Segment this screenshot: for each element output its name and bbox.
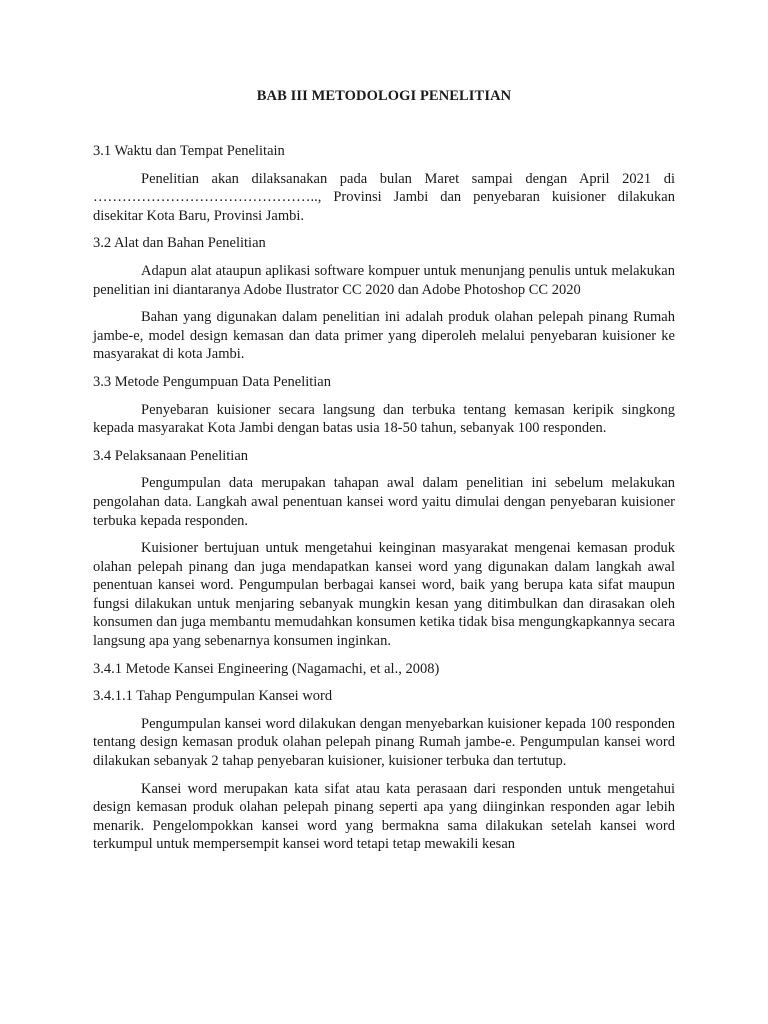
section-heading: 3.3 Metode Pengumpuan Data Penelitian [93, 373, 331, 390]
paragraph: Kuisioner bertujuan untuk mengetahui keinginan masyarakat mengenai kemasan produk olahan pelepah pinang dan juga mendapatkan kansei word yang digunakan dalam langkah awal penentuan kansei word. Pengumpulan berbagai kansei word, baik yang berupa kata sifat maupun fungsi dilakukan untuk menjaring sebanyak mungkin kesan yang ditimbulkan dan dirasakan oleh konsumen dan juga membantu memudahkan konsumen ketika tidak bisa mengungkapkannya secara langsung apa yang sebenarnya konsumen inginkan. [93, 540, 675, 650]
paragraph: Bahan yang digunakan dalam penelitian ini adalah produk olahan pelepah pinang Rumah jambe-e, model design kemasan dan data primer yang diperoleh melalui penyebaran kuisioner ke masyarakat di kota Jambi. [93, 309, 675, 363]
paragraph: Kansei word merupakan kata sifat atau kata perasaan dari responden untuk mengetahui design kemasan produk olahan pelepah pinang seperti apa yang diinginkan responden agar lebih menarik. Pengelompokkan kansei word yang bermakna sama dilakukan setelah kansei word terkumpul untuk mempersempit kansei word tetapi tetap mewakili kesan [93, 780, 675, 853]
section-heading: 3.1 Waktu dan Tempat Penelitain [93, 143, 285, 159]
paragraph: Pengumpulan kansei word dilakukan dengan menyebarkan kuisioner kepada 100 responden tentang design kemasan produk olahan pelepah pinang Rumah jambe-e. Pengumpulan kansei word dilakukan sebanyak 2 tahap penyebaran kuisioner, kuisioner terbuka dan tertutup. [93, 715, 675, 770]
paragraph: Penelitian akan dilaksanakan pada bulan Maret sampai dengan April 2021 di ……………………………………….., Provinsi Jambi dan penyebaran kuisioner dilakukan disekitar Kota Baru, Provinsi Jambi. [93, 170, 675, 224]
section-heading: 3.2 Alat dan Bahan Penelitian [93, 235, 266, 252]
section-heading: 3.4 Pelaksanaan Penelitian [93, 447, 249, 464]
paragraph: Adapun alat ataupun aplikasi software kompuer untuk menunjang penulis untuk melakukan penelitian ini diantaranya Adobe Ilustrator CC 2020 dan Adobe Photoshop CC 2020 [93, 262, 675, 298]
paragraph: Pengumpulan data merupakan tahapan awal dalam penelitian ini sebelum melakukan pengolahan data. Langkah awal penentuan kansei word yaitu dimulai dengan penyebaran kuisioner terbuka kepada responden. [93, 475, 675, 529]
document-body [93, 142, 675, 863]
subsection-heading: 3.4.1 Metode Kansei Engineering (Nagamachi, et al., 2008) [93, 660, 440, 677]
subsection-heading: 3.4.1.1 Tahap Pengumpulan Kansei word [93, 688, 333, 705]
paragraph: Penyebaran kuisioner secara langsung dan terbuka tentang kemasan keripik singkong kepada masyarakat Kota Jambi dengan batas usia 18-50 tahun, sebanyak 100 responden. [93, 401, 675, 437]
document-title: BAB III METODOLOGI PENELITIAN [256, 88, 512, 104]
